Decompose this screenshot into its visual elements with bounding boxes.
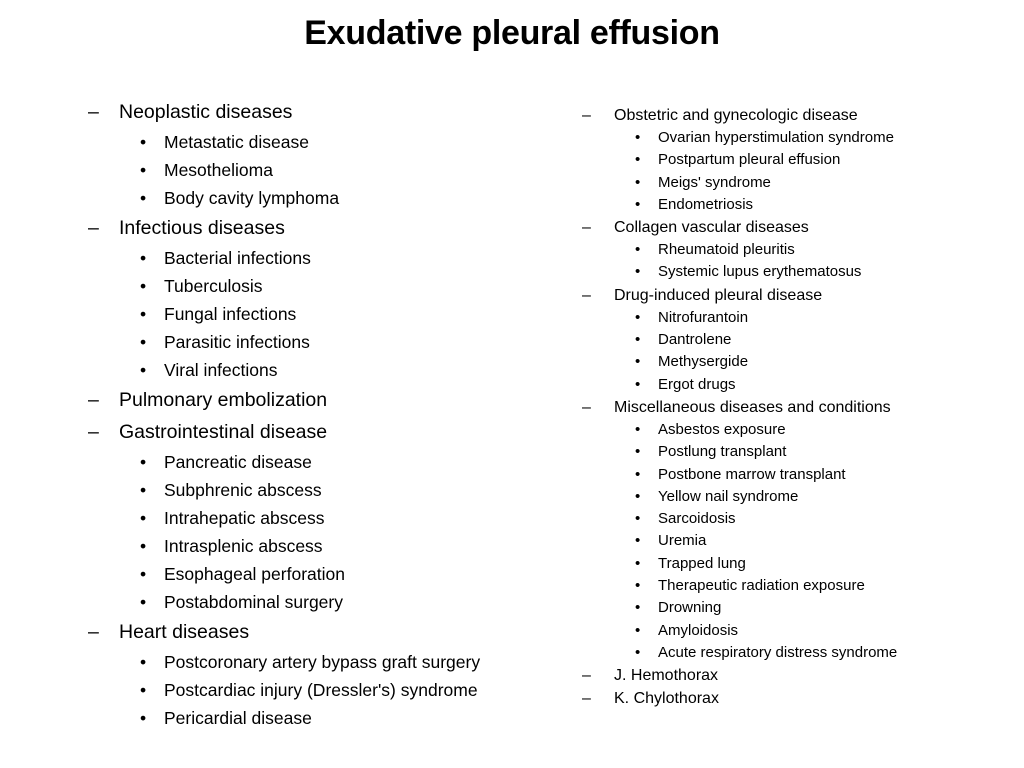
category-item: – K. Chylothorax <box>582 687 1002 710</box>
subitem: • Intrasplenic abscess <box>88 532 558 560</box>
subitem: • Body cavity lymphoma <box>88 184 558 212</box>
category-item: – Obstetric and gynecologic disease <box>582 104 1002 127</box>
subitem: • Systemic lupus erythematosus <box>582 261 1002 283</box>
subitem: • Postpartum pleural effusion <box>582 149 1002 171</box>
subitem: • Uremia <box>582 530 1002 552</box>
subitem: • Trapped lung <box>582 553 1002 575</box>
subitem: • Postcoronary artery bypass graft surgery <box>88 648 558 676</box>
subitem: • Sarcoidosis <box>582 508 1002 530</box>
subitem: • Metastatic disease <box>88 128 558 156</box>
subitem: • Pancreatic disease <box>88 448 558 476</box>
left-column <box>88 96 558 732</box>
subitem: • Acute respiratory distress syndrome <box>582 642 1002 664</box>
subitem: • Intrahepatic abscess <box>88 504 558 532</box>
subitem: • Ovarian hyperstimulation syndrome <box>582 127 1002 149</box>
category-item: – Heart diseases <box>88 616 558 648</box>
subitem: • Meigs' syndrome <box>582 172 1002 194</box>
subitem: • Postlung transplant <box>582 441 1002 463</box>
category-item: – Collagen vascular diseases <box>582 216 1002 239</box>
subitem: • Bacterial infections <box>88 244 558 272</box>
subitem: • Postcardiac injury (Dressler's) syndrome <box>88 676 558 704</box>
subitem: • Viral infections <box>88 356 558 384</box>
subitem: • Postbone marrow transplant <box>582 464 1002 486</box>
category-item: – Miscellaneous diseases and conditions <box>582 396 1002 419</box>
subitem: • Postabdominal surgery <box>88 588 558 616</box>
category-item: – Infectious diseases <box>88 212 558 244</box>
subitem: • Drowning <box>582 597 1002 619</box>
category-item: – Gastrointestinal disease <box>88 416 558 448</box>
subitem: • Fungal infections <box>88 300 558 328</box>
subitem: • Pericardial disease <box>88 704 558 732</box>
category-item: – Drug-induced pleural disease <box>582 284 1002 307</box>
subitem: • Parasitic infections <box>88 328 558 356</box>
category-item: – Neoplastic diseases <box>88 96 558 128</box>
subitem: • Subphrenic abscess <box>88 476 558 504</box>
subitem: • Methysergide <box>582 351 1002 373</box>
right-column <box>582 104 1002 710</box>
left-list <box>88 96 558 732</box>
subitem: • Yellow nail syndrome <box>582 486 1002 508</box>
slide-title: Exudative pleural effusion <box>304 14 720 52</box>
subitem: • Amyloidosis <box>582 620 1002 642</box>
right-list <box>582 104 1002 710</box>
subitem: • Asbestos exposure <box>582 419 1002 441</box>
subitem: • Rheumatoid pleuritis <box>582 239 1002 261</box>
category-item: – Pulmonary embolization <box>88 384 558 416</box>
subitem: • Esophageal perforation <box>88 560 558 588</box>
subitem: • Dantrolene <box>582 329 1002 351</box>
subitem: • Mesothelioma <box>88 156 558 184</box>
subitem: • Therapeutic radiation exposure <box>582 575 1002 597</box>
subitem: • Tuberculosis <box>88 272 558 300</box>
subitem: • Endometriosis <box>582 194 1002 216</box>
category-item: – J. Hemothorax <box>582 664 1002 687</box>
subitem: • Nitrofurantoin <box>582 307 1002 329</box>
subitem: • Ergot drugs <box>582 374 1002 396</box>
